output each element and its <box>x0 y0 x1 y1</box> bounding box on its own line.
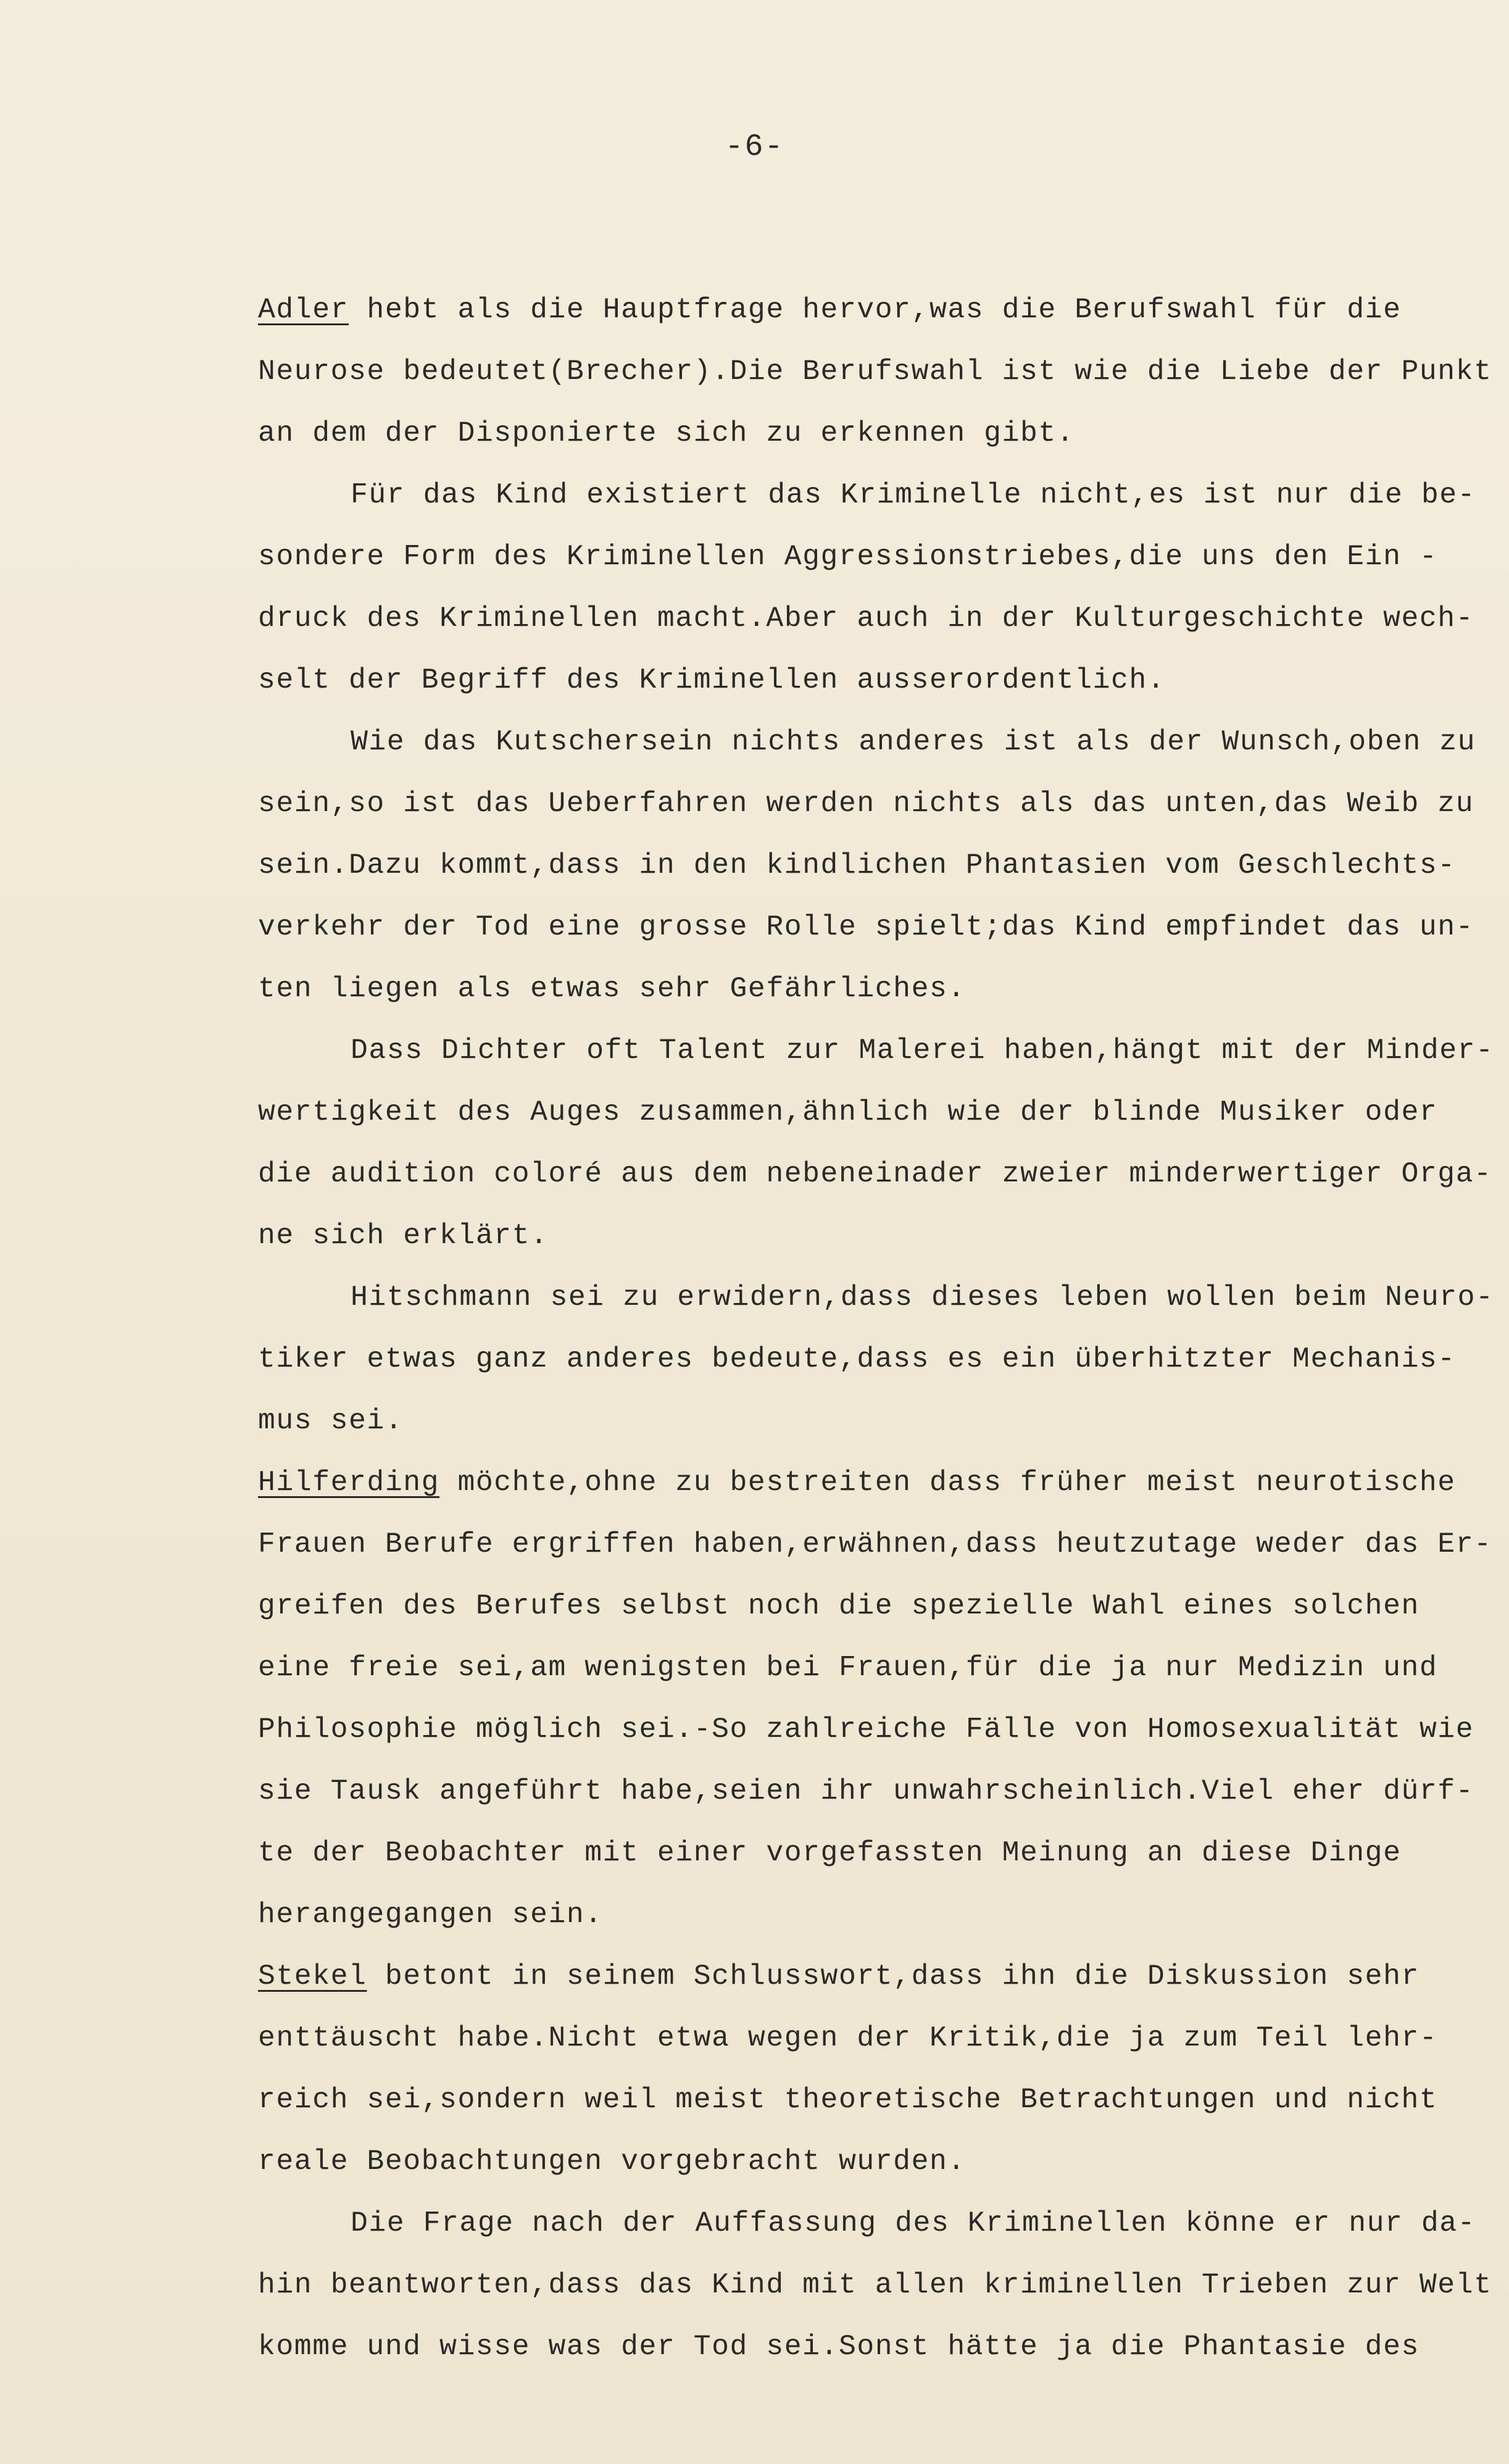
text-line: greifen des Berufes selbst noch die spezielle Wahl eines solchen <box>258 1589 1420 1622</box>
text-line: tiker etwas ganz anderes bedeute,dass es ein überhitzter Mechanis- <box>258 1342 1456 1375</box>
text-line: die audition coloré aus dem nebeneinader zweier minderwertiger Orga- <box>258 1157 1492 1190</box>
text-line: reale Beobachtungen vorgebracht wurden. <box>258 2145 966 2178</box>
text-line: selt der Begriff des Kriminellen ausserordentlich. <box>258 664 1166 696</box>
text-line: Hitschmann sei zu erwidern,dass dieses leben wollen beim Neuro- <box>351 1281 1494 1313</box>
page-number: -6- <box>725 130 784 165</box>
text-line: Philosophie möglich sei.-So zahlreiche Fälle von Homosexualität wie <box>258 1713 1474 1746</box>
text-line: Neurose bedeutet(Brecher).Die Berufswahl ist wie die Liebe der Punkt <box>258 355 1492 388</box>
text-line: te der Beobachter mit einer vorgefassten Meinung an diese Dinge <box>258 1836 1402 1869</box>
text-line: mus sei. <box>258 1404 404 1437</box>
text-line: hin beantworten,dass das Kind mit allen kriminellen Trieben zur Welt <box>258 2268 1492 2301</box>
text-line: Wie das Kutschersein nichts anderes ist als der Wunsch,oben zu <box>351 725 1476 758</box>
speaker-name: Stekel <box>258 1960 367 1992</box>
text-line: komme und wisse was der Tod sei.Sonst hätte ja die Phantasie des <box>258 2330 1420 2363</box>
text-line: enttäuscht habe.Nicht etwa wegen der Kritik,die ja zum Teil lehr- <box>258 2021 1438 2054</box>
text-line: Für das Kind existiert das Kriminelle nicht,es ist nur die be- <box>351 478 1476 511</box>
text-line: druck des Kriminellen macht.Aber auch in der Kulturgeschichte wech- <box>258 602 1474 635</box>
text-line <box>258 279 1502 341</box>
text-line: ne sich erklärt. <box>258 1219 549 1252</box>
text-line: wertigkeit des Auges zusammen,ähnlich wie der blinde Musiker oder <box>258 1096 1438 1128</box>
text-line: ten liegen als etwas sehr Gefährliches. <box>258 972 966 1005</box>
body-text <box>258 279 1502 2378</box>
line-text: möchte,ohne zu bestreiten dass früher meist neurotische <box>439 1466 1456 1499</box>
speaker-name: Adler <box>258 293 349 326</box>
text-line: sie Tausk angeführt habe,seien ihr unwahrscheinlich.Viel eher dürf- <box>258 1775 1474 1807</box>
text-line: an dem der Disponierte sich zu erkennen gibt. <box>258 417 1075 449</box>
text-line: verkehr der Tod eine grosse Rolle spielt;das Kind empfindet das un- <box>258 910 1474 943</box>
text-line: Dass Dichter oft Talent zur Malerei haben,hängt mit der Minder- <box>351 1034 1494 1067</box>
text-line: reich sei,sondern weil meist theoretische Betrachtungen und nicht <box>258 2083 1438 2116</box>
text-line: herangegangen sein. <box>258 1898 603 1931</box>
text-line: sein.Dazu kommt,dass in den kindlichen Phantasien vom Geschlechts- <box>258 849 1456 881</box>
text-line <box>258 1452 1502 1513</box>
speaker-name: Hilferding <box>258 1466 440 1499</box>
text-line <box>258 1946 1502 2007</box>
text-line: sondere Form des Kriminellen Aggressionstriebes,die uns den Ein - <box>258 540 1438 573</box>
line-text: hebt als die Hauptfrage hervor,was die Berufswahl für die <box>349 293 1402 326</box>
text-line: Frauen Berufe ergriffen haben,erwähnen,dass heutzutage weder das Er- <box>258 1528 1492 1560</box>
text-line: eine freie sei,am wenigsten bei Frauen,für die ja nur Medizin und <box>258 1651 1438 1684</box>
text-line: Die Frage nach der Auffassung des Kriminellen könne er nur da- <box>351 2207 1476 2239</box>
line-text: betont in seinem Schlusswort,dass ihn die Diskussion sehr <box>367 1960 1420 1992</box>
text-line: sein,so ist das Ueberfahren werden nichts als das unten,das Weib zu <box>258 787 1474 820</box>
